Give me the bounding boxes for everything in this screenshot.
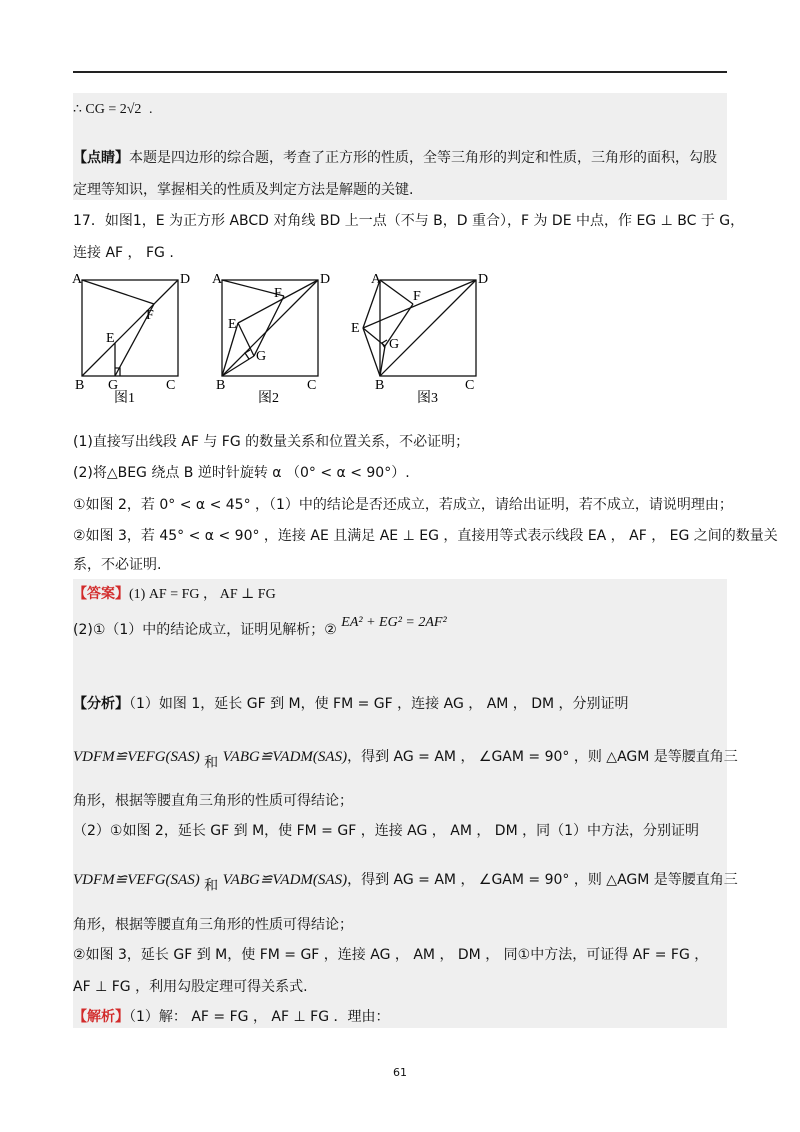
fig1-label-d: D [180,272,191,287]
fig2-caption: 图2 [258,391,279,406]
question-2 [73,463,410,483]
fig3-label-d: D [478,272,489,287]
fig3-label-f: F [413,289,421,304]
answer-2-formula: EA² + EG² = 2AF² [341,615,447,630]
analysis-line-1 [73,694,629,714]
figure-1 [70,268,190,408]
solution-tag: 【解析】 [73,1009,129,1025]
analysis-text-5d: ，得到 AG = AM ， ∠GAM = 90° ，则 △AGM 是等腰直角三 [347,872,738,888]
question-2-2-cont [73,555,161,575]
analysis-and-2: 和 [204,878,219,894]
question-1 [73,432,469,452]
cg-formula: ∴ CG = 2√2 [73,102,142,117]
answer-line-2 [73,615,447,641]
question-2-2-text-cont: 系，不必证明. [73,557,162,573]
question-2-text: (2)将△BEG 绕点 B 逆时针旋转 α （0° < α < 90°）. [73,465,410,481]
analysis-line-7 [73,945,708,965]
question-2-1-text: ①如图 2，若 0° < α < 45° ，（1）中的结论是否还成立，若成立，请给出证明，若不成立，请说明理由； [73,497,733,513]
answer-line-1 [73,584,276,605]
analysis-tag: 【分析】 [73,696,129,712]
fig1-label-g: G [108,378,119,393]
fig3-diagonal-bd [380,280,476,376]
fig1-segment-af [82,280,154,304]
answer-2-text: (2)①（1）中的结论成立，证明见解析；② [73,622,337,638]
analysis-text-6: 角形，根据等腰直角三角形的性质可得结论； [73,917,353,933]
comment-tag: 【点睛】 [73,150,129,166]
fig3-label-c: C [465,378,475,393]
fig2-label-c: C [307,378,317,393]
analysis-congruence-2: VABG≌VADM(SAS) [222,749,348,765]
analysis-text-8: AF ⊥ FG ，利用勾股定理可得关系式. [73,979,308,995]
problem-line-1 [73,211,744,231]
analysis-line-3 [73,791,353,811]
problem-line-2 [73,243,174,263]
fig1-label-c: C [166,378,176,393]
fig1-label-e: E [106,331,115,346]
comment-text-2: 定理等知识，掌握相关的性质及判定方法是解题的关键. [73,182,414,198]
analysis-text-4: （2）①如图 2，延长 GF 到 M，使 FM = GF ，连接 AG ， AM ， DM ，同（1）中方法，分别证明 [73,823,700,839]
fig3-segment-ae [363,280,380,328]
problem-text-1: 17．如图1，E 为正方形 ABCD 对角线 BD 上一点（不与 B，D 重合），F 为 DE 中点，作 EG ⊥ BC 于 G， [73,213,745,229]
fig2-segment-fg [254,296,284,356]
question-1-text: (1)直接写出线段 AF 与 FG 的数量关系和位置关系，不必证明； [73,434,470,450]
fig1-caption: 图1 [114,391,135,406]
figure-3 [347,268,487,408]
question-2-1 [73,495,733,515]
fig1-label-b: B [75,378,85,393]
comment-text-1: 本题是四边形的综合题，考查了正方形的性质，全等三角形的判定和性质，三角形的面积，勾股 [129,150,717,166]
analysis-congruence-4: VABG≌VADM(SAS) [222,872,348,888]
answer-1-text: (1) AF = FG ， AF ⊥ FG [129,587,276,602]
analysis-line-2 [73,747,738,771]
fig3-caption: 图3 [417,391,438,406]
analysis-line-4 [73,821,699,841]
analysis-text-3: 角形，根据等腰直角三角形的性质可得结论； [73,793,353,809]
analysis-line-6 [73,915,353,935]
analysis-text-1: （1）如图 1，延长 GF 到 M，使 FM = GF ，连接 AG ， AM ， DM ，分别证明 [129,696,629,712]
fig2-label-g: G [256,349,267,364]
figure-2 [208,268,333,408]
analysis-and-1: 和 [204,755,219,771]
page-number: 61 [393,1066,407,1079]
comment-line-1 [73,148,717,168]
fig3-label-g: G [389,337,400,352]
fig3-label-e: E [351,321,360,336]
fig3-label-b: B [375,378,385,393]
fig1-label-a: A [72,272,83,287]
cg-result [73,100,152,120]
analysis-line-5 [73,870,738,894]
analysis-line-8 [73,977,308,997]
fig1-label-f: F [146,308,154,323]
problem-text-2: 连接 AF ， FG . [73,245,174,261]
solution-line-1 [73,1007,390,1027]
fig2-label-d: D [320,272,331,287]
analysis-text-7: ②如图 3，延长 GF 到 M，使 FM = GF ，连接 AG ， AM ， DM ， 同①中方法，可证得 AF = FG ， [73,947,709,963]
header-rule [73,71,727,73]
fig2-label-b: B [216,378,226,393]
fig2-label-a: A [212,272,223,287]
question-2-2-text: ②如图 3，若 45° < α < 90° ，连接 AE 且满足 AE ⊥ EG ，直接用等式表示线段 EA ， AF ， EG 之间的数量关 [73,528,778,544]
cg-period: . [148,102,153,117]
fig3-segment-af [380,280,413,304]
fig2-segment-eg [238,323,254,356]
fig3-label-a: A [371,272,382,287]
analysis-congruence-3: VDFM≌VEFG(SAS) [73,872,200,888]
comment-line-2 [73,180,413,200]
analysis-congruence-1: VDFM≌VEFG(SAS) [73,749,200,765]
analysis-text-2d: ，得到 AG = AM ， ∠GAM = 90° ，则 △AGM 是等腰直角三 [347,749,738,765]
answer-tag: 【答案】 [73,586,129,602]
fig2-label-e: E [228,317,237,332]
fig2-label-f: F [274,286,282,301]
solution-text-1: （1）解： AF = FG ， AF ⊥ FG ．理由： [129,1009,390,1025]
question-2-2 [73,526,778,546]
fig1-diagonal-bd [82,280,178,376]
